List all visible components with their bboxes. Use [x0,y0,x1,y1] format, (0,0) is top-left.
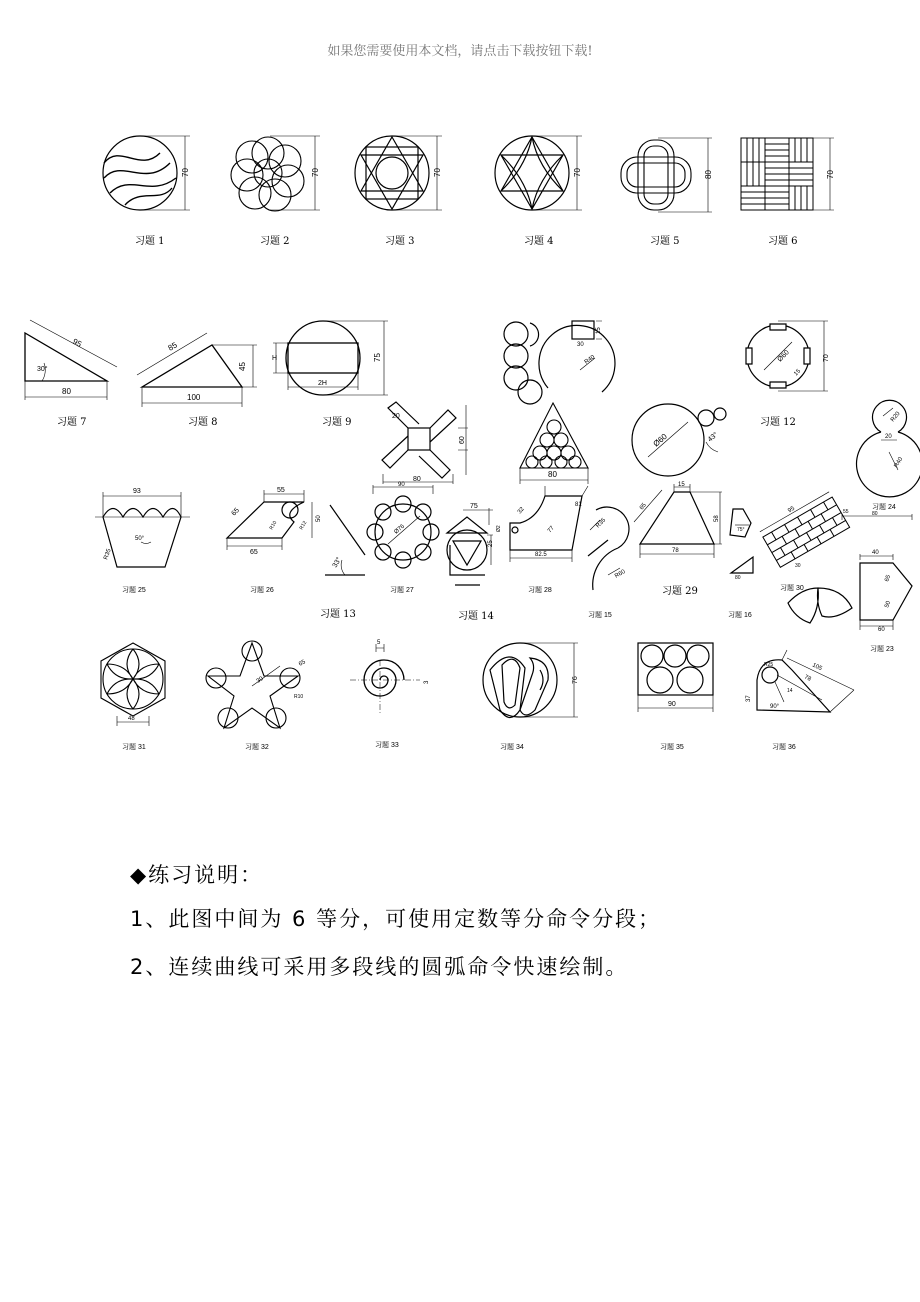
exercise-25-figure [95,482,190,574]
dim-text: 48 [128,716,135,722]
dim-text: 32 [516,506,526,516]
dim-text: 50 [316,515,322,522]
dim-text: 80 [735,575,741,581]
dim-text: 81 [575,502,582,508]
exercise-label: 习题 6 [768,236,798,247]
exercise-10-figure [500,318,610,400]
dim-text: 33° [331,556,344,569]
exercise-label: 习题 1 [135,236,165,247]
exercise-23-figure [780,508,920,633]
dim-text: 100 [187,393,201,402]
dim-text: 58 [714,515,720,522]
dim-text: 30 [577,342,584,348]
notes-heading [130,855,850,895]
exercise-label: 习题 32 [245,744,269,751]
exercise-label: 习题 4 [524,236,554,247]
exercise-label: 习题 8 [188,417,218,428]
dim-text: 95 [71,336,84,349]
dim-text: 2H [318,380,327,387]
exercise-label: 习题 33 [375,742,399,749]
exercise-label: 习题 9 [322,417,352,428]
dim-text: 15 [793,368,803,378]
exercise-label: 习题 31 [122,744,146,751]
dim-text: 15 [596,327,602,334]
notes-line: 1、此图中间为 6 等分，可使用定数等分命令分段； [130,907,662,931]
exercise-26-figure [222,482,327,572]
dim-text: 30° [37,366,48,373]
dim-text: R40 [583,354,597,366]
dim-text: 30 [255,675,265,685]
exercise-label: 习题 23 [870,646,894,653]
exercise-label: 习题 5 [650,236,680,247]
dim-text: 37 [746,695,752,702]
dim-text: 75 [373,353,382,362]
dim-text: 65 [884,574,893,583]
exercise-5-figure [618,135,718,217]
dim-text: 70 [311,168,320,177]
dim-text: 5 [377,640,381,646]
dim-text: Ø76 [393,523,406,536]
exercise-label: 习题 15 [588,612,612,619]
exercise-6-figure [738,135,838,217]
dim-text: Ø60 [651,431,669,449]
dim-text: 75 [470,503,478,510]
exercise-12b-figure [628,402,738,482]
exercise-34-figure [480,640,580,735]
dim-text: 80 [62,387,71,396]
exercise-label: 习题 34 [500,744,524,751]
exercise-label: 习题 27 [390,587,414,594]
dim-text: 50 [884,600,893,609]
dim-text: 80 [704,170,713,179]
dim-text: 93 [133,488,141,495]
practice-notes [130,855,850,991]
dim-text: 60 [459,436,466,444]
exercise-label: 习题 3 [385,236,415,247]
dim-text: Ø60 [776,349,791,364]
exercise-8-figure [132,315,262,410]
exercise-31-figure [95,638,175,733]
exercise-15-figure [578,500,628,600]
dim-text: 55 [277,487,285,494]
exercise-label: 习题 13 [320,609,356,620]
dim-text: 77 [546,525,556,535]
dim-text: R10 [268,520,279,531]
dim-text: 80 [413,476,421,483]
exercise-29-figure [632,482,727,562]
dim-text: 95 [787,505,796,515]
dim-text: 65 [250,549,258,556]
exercise-label: 习题 2 [260,236,290,247]
exercise-3-figure [352,133,452,215]
dim-text: 90° [770,704,780,710]
exercise-label: 习题 12 [760,417,796,428]
dim-text: 45 [238,362,247,371]
exercise-1-figure [100,133,200,215]
exercise-label: 习题 16 [728,612,752,619]
exercise-14-figure [445,505,495,600]
exercise-36-figure [742,630,862,740]
exercise-11-figure [378,400,478,490]
notes-title: 练习说明： [148,863,264,887]
dim-text: 14 [787,688,793,694]
dim-text: 82.5 [535,552,547,558]
dim-text: 70 [433,168,442,177]
exercise-35-figure [630,640,725,720]
dim-text: 90 [398,482,405,488]
dim-text: R35 [595,517,608,530]
exercise-label: 习题 36 [772,744,796,751]
dim-text: R25 [764,662,774,668]
dim-text: 20 [392,413,400,420]
exercise-7-figure [22,315,122,405]
dim-text: 3 [424,680,430,684]
dim-text: 76 [572,676,579,684]
dim-text: H [272,355,278,362]
download-banner[interactable]: 如果您需要使用本文档，请点击下载按钮下载! [327,44,593,59]
dim-text: 85 [166,340,179,353]
dim-text: 105 [811,662,823,673]
dim-text: 70 [573,168,582,177]
dim-text: R20 [889,410,902,424]
exercise-33-figure [350,640,430,725]
exercise-24-figure [853,400,920,490]
dim-text: 30 [795,563,801,569]
exercise-label: 习题 26 [250,587,274,594]
exercise-12-pyramid-figure [518,400,598,490]
dim-text: 70 [823,354,830,362]
dim-text: R60 [614,569,627,580]
exercise-4-figure [492,133,592,215]
dim-text: R35 [103,548,113,561]
dim-text: 20 [885,434,892,440]
exercise-27-figure [368,482,448,574]
dim-text: 75° [737,527,745,533]
dim-text: Ø2 [496,525,502,532]
dim-text: 40 [872,550,879,556]
dim-text: R40 [893,456,905,469]
exercise-label: 习题 29 [662,586,698,597]
notes-line: 2、连续曲线可采用多段线的圆弧命令快速绘制。 [130,955,629,979]
dim-text: 43° [706,431,720,444]
dim-text: 80 [872,511,878,517]
exercise-12-figure [740,318,840,400]
dim-text: 50° [135,536,145,542]
exercise-2-figure [230,133,330,215]
diamond-bullet-icon: ◆ [130,863,149,887]
exercise-9-figure [268,318,393,400]
dim-text: 70 [181,168,190,177]
dim-text: 78 [672,548,679,554]
dim-text: 15 [678,482,685,488]
exercise-label: 习题 28 [528,587,552,594]
exercise-32-figure [208,638,308,733]
exercise-label: 习题 35 [660,744,684,751]
dim-text: 90 [668,701,676,708]
exercise-label: 习题 14 [458,611,494,622]
exercise-label: 习题 24 [872,504,896,511]
dim-text: 80 [548,470,557,479]
dim-text: 25 [488,540,494,547]
dim-text: 65 [230,506,241,518]
exercise-label: 习题 30 [780,585,804,592]
exercise-label: 习题 25 [122,587,146,594]
dim-text: 65 [298,659,307,668]
dim-text: 55 [843,509,849,515]
dim-text: R10 [294,694,304,700]
dim-text: 65 [638,502,648,512]
dim-text: R12 [298,520,309,531]
exercise-label: 习题 7 [57,417,87,428]
dim-text: 78 [803,674,812,683]
dim-text: 60 [878,627,885,633]
dim-text: 70 [826,170,835,179]
exercise-13-figure [320,500,370,580]
